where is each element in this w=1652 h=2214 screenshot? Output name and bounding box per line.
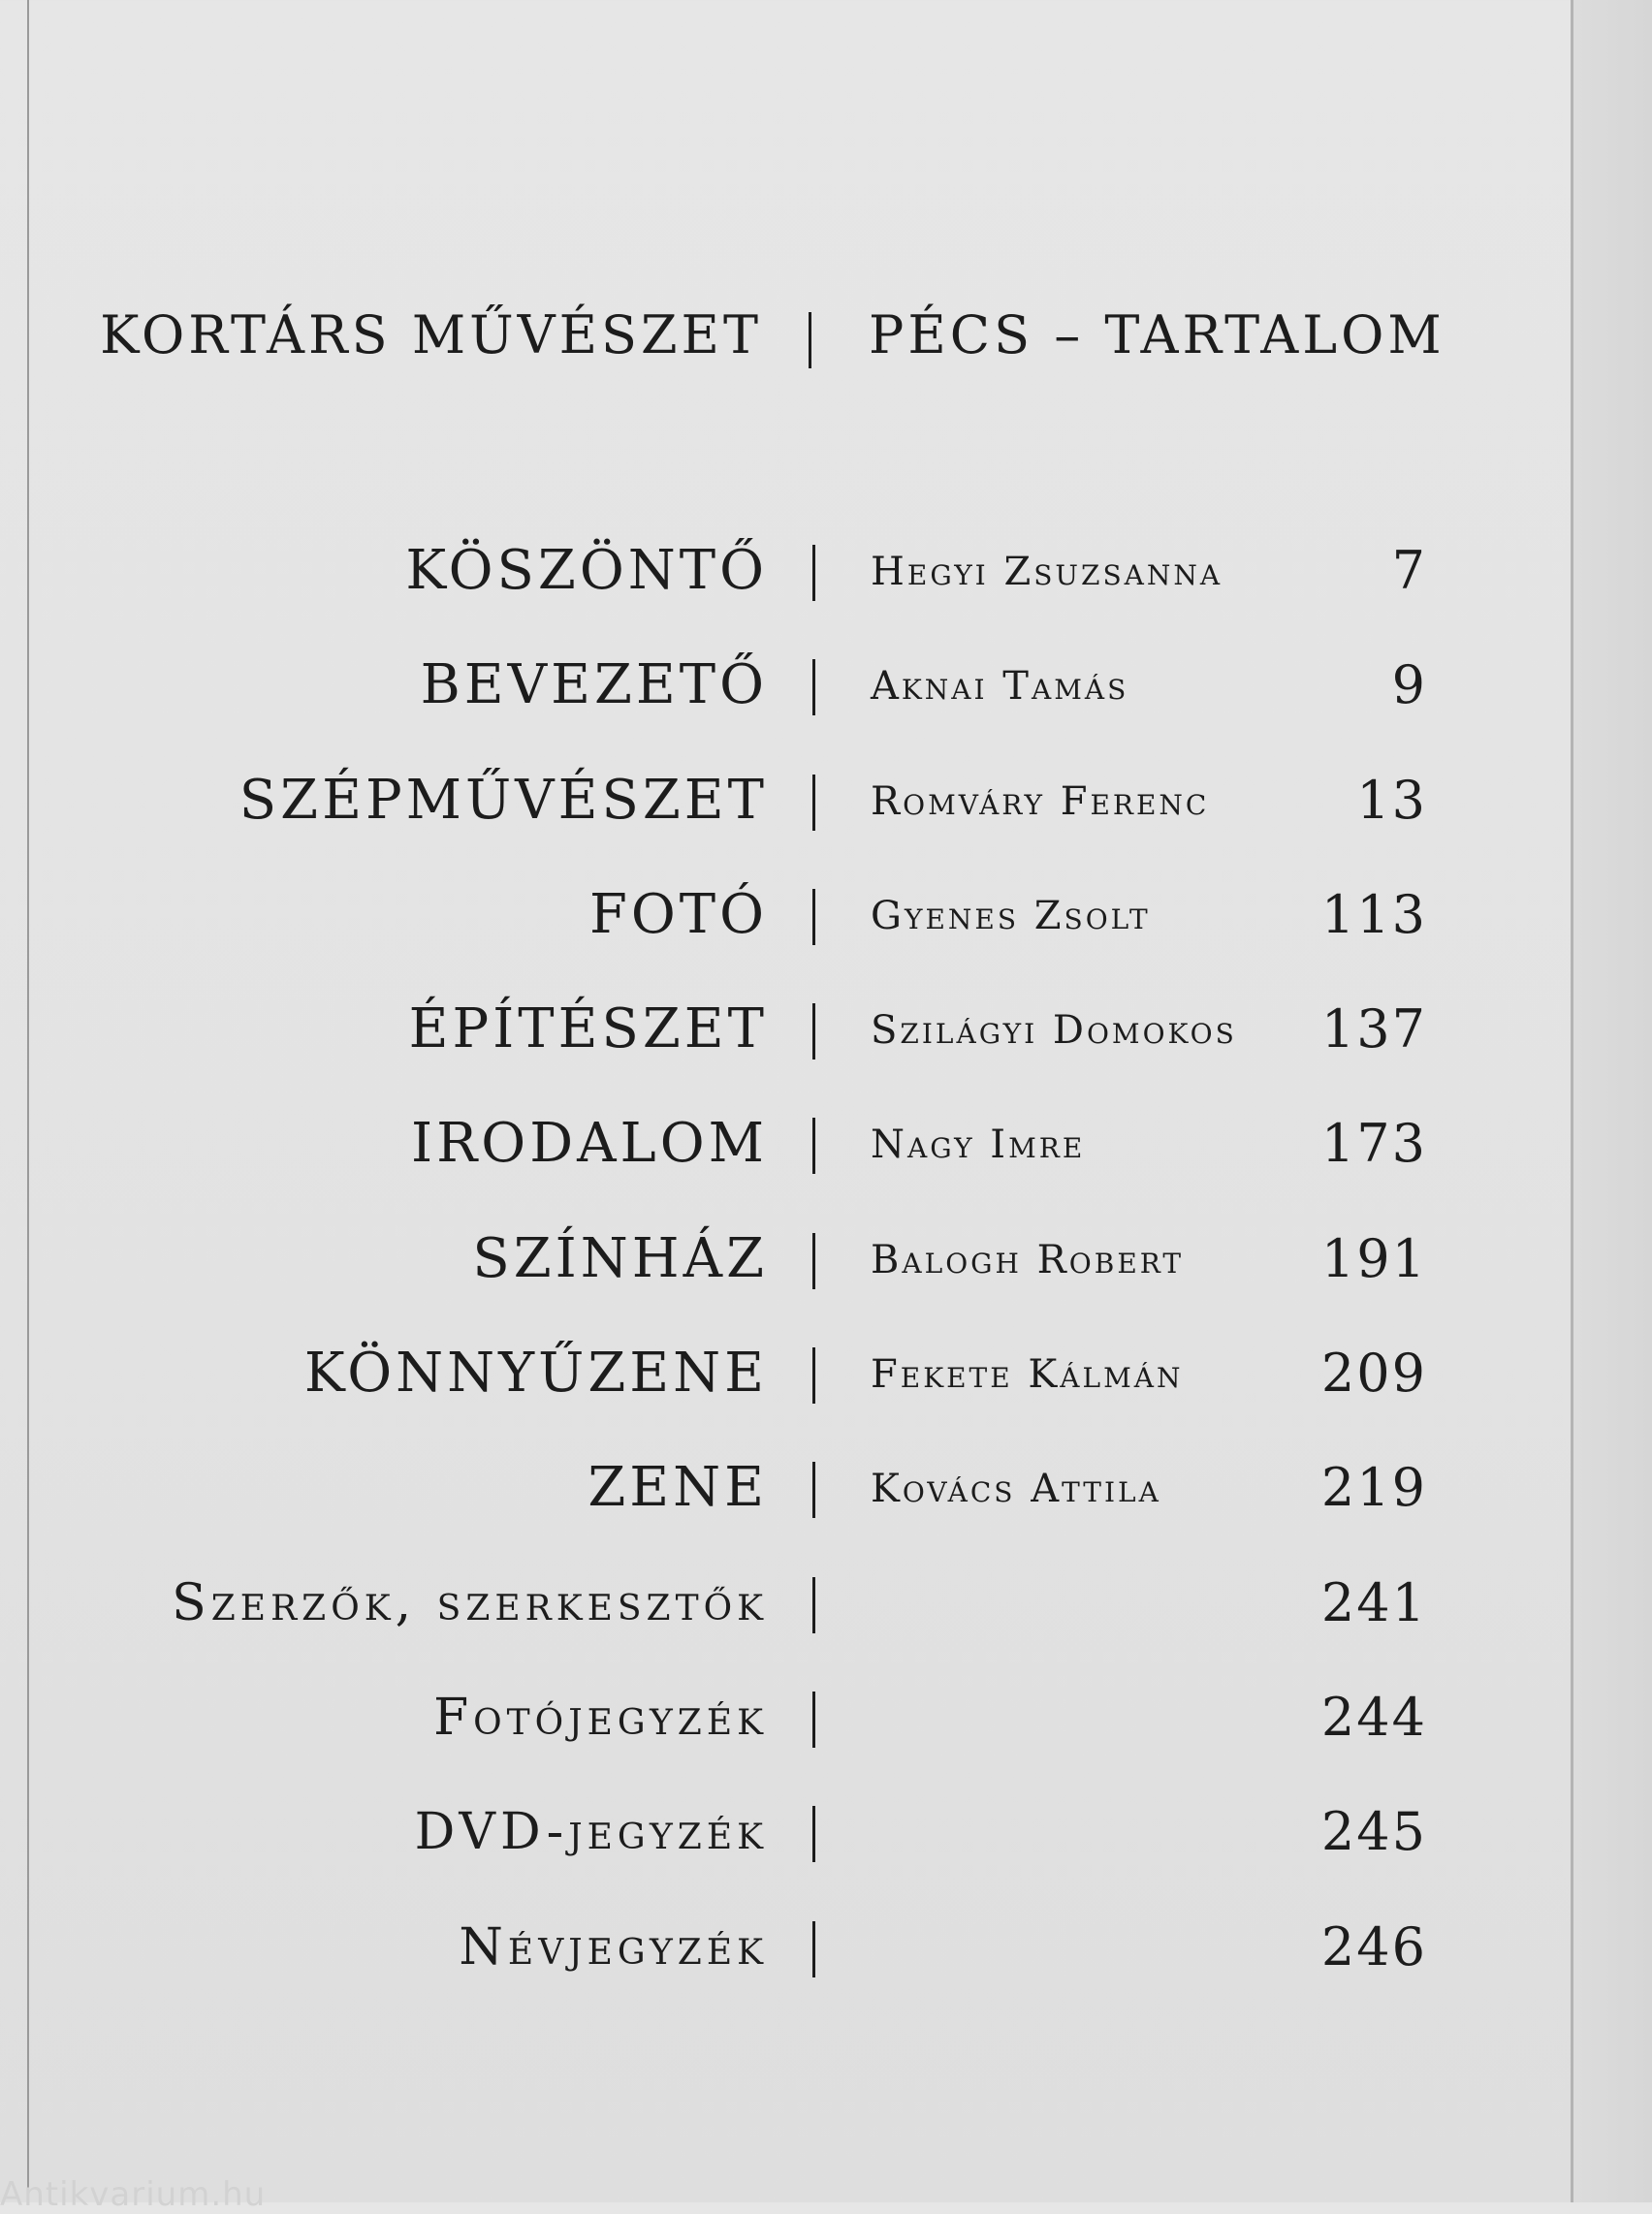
toc-divider xyxy=(812,775,815,831)
toc-divider xyxy=(812,1347,815,1404)
toc-divider xyxy=(812,1921,815,1977)
toc-page-number: 246 xyxy=(1320,1915,1427,1977)
toc-page-number: 244 xyxy=(1320,1686,1427,1748)
toc-divider xyxy=(812,1462,815,1518)
toc-divider xyxy=(812,1003,815,1060)
toc-row xyxy=(0,982,1652,1096)
toc-divider xyxy=(812,889,815,945)
toc-row xyxy=(0,1900,1652,2014)
toc-author: Romváry Ferenc xyxy=(871,778,1210,824)
toc-author: Fekete Kálmán xyxy=(871,1352,1184,1398)
toc-section-title: SZÉPMŰVÉSZET xyxy=(238,768,768,832)
toc-page-number: 9 xyxy=(1391,654,1427,716)
toc-page-number: 137 xyxy=(1320,998,1427,1060)
toc-row xyxy=(0,753,1652,868)
toc-page-number: 13 xyxy=(1356,769,1427,831)
toc-row xyxy=(0,523,1652,638)
toc-row xyxy=(0,1556,1652,1670)
toc-page-number: 7 xyxy=(1391,540,1427,601)
toc-row xyxy=(0,1096,1652,1211)
toc-author: Hegyi Zsuzsanna xyxy=(871,550,1223,594)
toc-divider xyxy=(812,1806,815,1862)
toc-author: Aknai Tamás xyxy=(871,664,1129,710)
toc-divider xyxy=(812,545,815,601)
toc-page-number: 113 xyxy=(1320,883,1427,945)
toc-divider xyxy=(812,659,815,715)
toc-section-title: ZENE xyxy=(588,1456,768,1520)
toc-row xyxy=(0,868,1652,982)
toc-section-title: DVD-jegyzék xyxy=(414,1803,768,1862)
toc-section-title: IRODALOM xyxy=(411,1112,768,1176)
toc-row xyxy=(0,1440,1652,1555)
toc-divider xyxy=(812,1118,815,1174)
toc-page-number: 209 xyxy=(1320,1343,1427,1405)
toc-section-title: KÖNNYŰZENE xyxy=(303,1342,768,1406)
toc-section-title: SZÍNHÁZ xyxy=(472,1226,768,1290)
toc-author: Balogh Robert xyxy=(871,1237,1185,1282)
toc-author: Nagy Imre xyxy=(871,1123,1086,1168)
toc-row xyxy=(0,638,1652,752)
toc-section-title: Szerzők, szerkesztők xyxy=(172,1573,768,1632)
toc-divider xyxy=(812,1577,815,1633)
toc-author: Szilágyi Domokos xyxy=(871,1008,1237,1054)
toc-section-title: ÉPÍTÉSZET xyxy=(408,997,768,1061)
title-right: PÉCS – TARTALOM xyxy=(869,304,1446,365)
toc-section-title: KÖSZÖNTŐ xyxy=(405,539,768,602)
title-left: KORTÁRS MŰVÉSZET xyxy=(100,304,762,365)
toc-section-title: Névjegyzék xyxy=(459,1917,768,1977)
toc-row xyxy=(0,1785,1652,1899)
watermark: Antikvarium.hu xyxy=(0,2175,267,2214)
toc-page-number: 191 xyxy=(1320,1227,1427,1289)
toc-row xyxy=(0,1326,1652,1440)
toc-section-title: BEVEZETŐ xyxy=(420,653,768,717)
toc-section-title: FOTÓ xyxy=(588,882,768,946)
toc-section-title: Fotójegyzék xyxy=(433,1688,768,1747)
toc-divider xyxy=(812,1692,815,1748)
toc-page-number: 173 xyxy=(1320,1113,1427,1175)
title-divider xyxy=(809,312,811,368)
toc-page-number: 241 xyxy=(1320,1571,1427,1633)
toc-author: Gyenes Zsolt xyxy=(871,893,1151,938)
toc-page-number: 219 xyxy=(1320,1457,1427,1519)
toc-row xyxy=(0,1212,1652,1326)
table-of-contents xyxy=(0,523,1652,2014)
toc-divider xyxy=(812,1233,815,1289)
page-title xyxy=(0,297,1652,374)
toc-author: Kovács Attila xyxy=(871,1467,1161,1512)
toc-page-number: 245 xyxy=(1320,1801,1427,1863)
toc-row xyxy=(0,1670,1652,1785)
